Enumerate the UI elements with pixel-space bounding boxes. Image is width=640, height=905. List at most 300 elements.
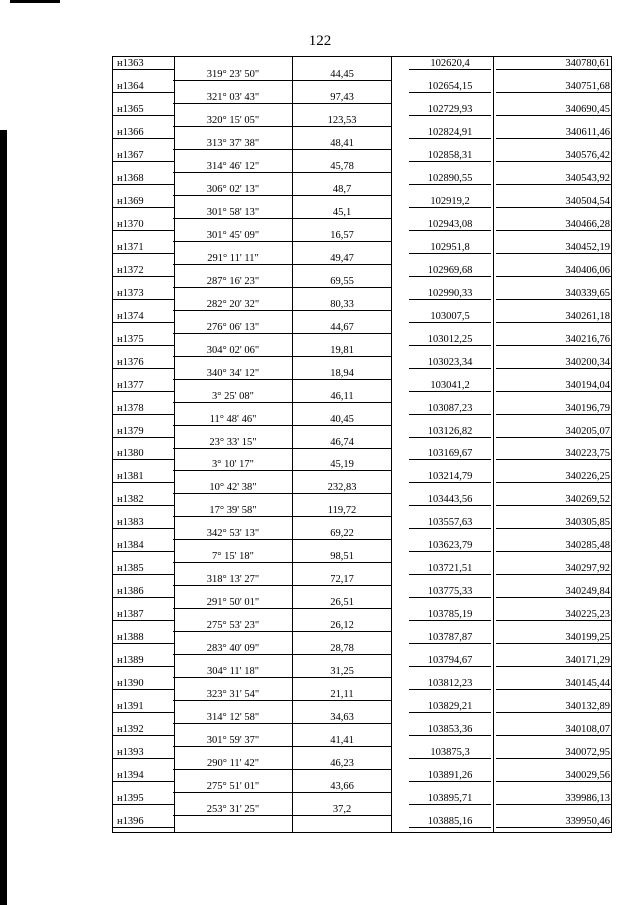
segment-length: 123,53 bbox=[327, 114, 357, 126]
x-coordinate: 103169,67 bbox=[427, 448, 473, 460]
table-row bbox=[113, 769, 611, 792]
point-name: н1379 bbox=[117, 425, 144, 437]
cell-underline bbox=[409, 482, 491, 483]
y-coordinate: 340249,84 bbox=[565, 586, 610, 598]
point-name: н1392 bbox=[117, 724, 144, 736]
direction-angle: 320° 15' 05" bbox=[206, 114, 260, 126]
cell-underline bbox=[496, 92, 611, 93]
cell-underline bbox=[496, 161, 611, 162]
point-name: н1384 bbox=[117, 540, 144, 552]
cell-underline bbox=[113, 230, 174, 231]
y-coordinate: 340029,56 bbox=[565, 770, 610, 782]
segment-length: 46,11 bbox=[330, 390, 354, 402]
y-coordinate: 340611,46 bbox=[565, 126, 610, 138]
x-coordinate: 103829,21 bbox=[427, 701, 473, 713]
direction-angle: 11° 48' 46" bbox=[209, 413, 257, 425]
table-row bbox=[113, 287, 611, 310]
segment-length: 43,66 bbox=[330, 781, 354, 793]
x-coordinate: 102890,55 bbox=[427, 172, 473, 184]
y-coordinate: 340466,28 bbox=[565, 218, 610, 230]
direction-angle: 275° 51' 01" bbox=[206, 781, 260, 793]
segment-length: 80,33 bbox=[330, 298, 354, 310]
y-coordinate: 340406,06 bbox=[565, 264, 610, 276]
point-name: н1367 bbox=[117, 149, 144, 161]
x-coordinate: 103443,56 bbox=[427, 494, 473, 506]
direction-angle: 3° 10' 17" bbox=[212, 459, 254, 471]
x-coordinate: 103023,34 bbox=[427, 356, 473, 368]
point-name: н1395 bbox=[117, 793, 144, 805]
x-coordinate: 102919,2 bbox=[430, 195, 470, 207]
y-coordinate: 340194,04 bbox=[565, 379, 610, 391]
y-coordinate: 340205,07 bbox=[565, 425, 610, 437]
cell-underline bbox=[113, 92, 174, 93]
cell-underline bbox=[409, 391, 491, 392]
cell-underline bbox=[496, 689, 611, 690]
cell-underline bbox=[496, 368, 611, 369]
segment-length: 98,51 bbox=[330, 551, 354, 563]
direction-angle: 304° 11' 18" bbox=[207, 666, 259, 678]
table-row bbox=[113, 80, 611, 103]
cell-underline bbox=[496, 643, 611, 644]
segment-length: 72,17 bbox=[330, 574, 354, 586]
segment-length: 37,2 bbox=[332, 804, 352, 816]
x-coordinate: 102990,33 bbox=[427, 287, 473, 299]
segment-length: 21,11 bbox=[330, 689, 354, 701]
cell-underline bbox=[113, 482, 174, 483]
cell-underline bbox=[113, 184, 174, 185]
segment-length: 44,67 bbox=[330, 321, 354, 333]
cell-underline bbox=[113, 345, 174, 346]
x-coordinate: 103775,33 bbox=[427, 586, 473, 598]
point-name: н1375 bbox=[117, 333, 144, 345]
direction-angle: 3° 25' 08" bbox=[212, 390, 254, 402]
cell-underline bbox=[496, 230, 611, 231]
y-coordinate: 340108,07 bbox=[565, 724, 610, 736]
direction-angle: 283° 40' 09" bbox=[206, 643, 260, 655]
point-name: н1381 bbox=[117, 471, 144, 483]
x-coordinate: 102729,93 bbox=[427, 103, 473, 115]
x-coordinate: 103041,2 bbox=[430, 379, 470, 391]
table-row bbox=[113, 815, 611, 838]
table-row bbox=[113, 585, 611, 608]
cell-underline bbox=[496, 505, 611, 506]
direction-angle: 340° 34' 12" bbox=[206, 367, 260, 379]
corner-scan-mark bbox=[10, 0, 60, 3]
x-coordinate: 103126,82 bbox=[427, 425, 473, 437]
cell-underline bbox=[496, 184, 611, 185]
cell-underline bbox=[496, 345, 611, 346]
segment-length: 40,45 bbox=[330, 413, 354, 425]
cell-underline bbox=[113, 161, 174, 162]
cell-underline bbox=[409, 620, 491, 621]
direction-angle: 314° 12' 58" bbox=[206, 712, 260, 724]
cell-underline bbox=[409, 643, 491, 644]
direction-angle: 342° 53' 13" bbox=[206, 528, 260, 540]
y-coordinate: 339950,46 bbox=[565, 816, 610, 827]
table-row bbox=[113, 608, 611, 631]
cell-underline bbox=[113, 528, 174, 529]
point-name: н1371 bbox=[117, 241, 144, 253]
point-name: н1363 bbox=[117, 58, 144, 69]
table-row bbox=[113, 723, 611, 746]
y-coordinate: 340452,19 bbox=[565, 241, 610, 253]
cell-underline bbox=[409, 758, 491, 759]
direction-angle: 318° 13' 27" bbox=[206, 574, 260, 586]
cell-underline bbox=[113, 758, 174, 759]
table-row bbox=[113, 149, 611, 172]
cell-underline bbox=[409, 712, 491, 713]
direction-angle: 253° 31' 25" bbox=[206, 804, 260, 816]
point-name: н1396 bbox=[117, 816, 144, 827]
table-row bbox=[113, 57, 611, 80]
direction-angle: 275° 53' 23" bbox=[206, 620, 260, 632]
point-name: н1364 bbox=[117, 80, 144, 92]
cell-underline bbox=[113, 620, 174, 621]
x-coordinate: 103885,16 bbox=[427, 816, 473, 827]
x-coordinate: 102620,4 bbox=[430, 58, 470, 69]
segment-length: 119,72 bbox=[327, 505, 357, 517]
point-name: н1369 bbox=[117, 195, 144, 207]
point-name: н1393 bbox=[117, 747, 144, 759]
cell-underline bbox=[409, 597, 491, 598]
point-name: н1387 bbox=[117, 609, 144, 621]
cell-underline bbox=[409, 528, 491, 529]
x-coordinate: 103895,71 bbox=[427, 793, 473, 805]
segment-length: 45,1 bbox=[332, 206, 352, 218]
y-coordinate: 340269,52 bbox=[565, 494, 610, 506]
point-name: н1374 bbox=[117, 310, 144, 322]
cell-underline bbox=[113, 551, 174, 552]
y-coordinate: 340305,85 bbox=[565, 517, 610, 529]
point-name: н1383 bbox=[117, 517, 144, 529]
cell-underline bbox=[496, 827, 611, 828]
y-coordinate: 340297,92 bbox=[565, 563, 610, 575]
cell-underline bbox=[496, 115, 611, 116]
point-name: н1366 bbox=[117, 126, 144, 138]
x-coordinate: 103794,67 bbox=[427, 655, 473, 667]
y-coordinate: 339986,13 bbox=[565, 793, 610, 805]
y-coordinate: 340225,23 bbox=[565, 609, 610, 621]
page-number: 122 bbox=[308, 33, 332, 49]
cell-underline bbox=[496, 781, 611, 782]
cell-underline bbox=[496, 528, 611, 529]
segment-length: 41,41 bbox=[330, 735, 354, 747]
cell-underline bbox=[113, 322, 174, 323]
point-name: н1377 bbox=[117, 379, 144, 391]
cell-underline bbox=[496, 138, 611, 139]
segment-length: 16,57 bbox=[330, 229, 354, 241]
table-row bbox=[113, 700, 611, 723]
table-row bbox=[113, 310, 611, 333]
cell-underline bbox=[409, 459, 491, 460]
cell-underline bbox=[113, 643, 174, 644]
point-name: н1372 bbox=[117, 264, 144, 276]
table-row bbox=[113, 103, 611, 126]
cell-underline bbox=[113, 253, 174, 254]
segment-length: 34,63 bbox=[330, 712, 354, 724]
point-name: н1365 bbox=[117, 103, 144, 115]
cell-underline bbox=[409, 230, 491, 231]
y-coordinate: 340261,18 bbox=[565, 310, 610, 322]
segment-length: 46,23 bbox=[330, 758, 354, 770]
cell-underline bbox=[409, 92, 491, 93]
table-row bbox=[113, 264, 611, 287]
cell-underline bbox=[409, 253, 491, 254]
cell-underline bbox=[113, 115, 174, 116]
point-name: н1388 bbox=[117, 632, 144, 644]
cell-underline bbox=[113, 391, 174, 392]
cell-underline bbox=[496, 391, 611, 392]
x-coordinate: 102943,08 bbox=[427, 218, 473, 230]
segment-length: 48,7 bbox=[332, 183, 352, 195]
x-coordinate: 102951,8 bbox=[430, 241, 470, 253]
table-row bbox=[113, 447, 611, 470]
cell-underline bbox=[113, 459, 174, 460]
cell-underline bbox=[409, 414, 491, 415]
table-row bbox=[113, 539, 611, 562]
y-coordinate: 340196,79 bbox=[565, 402, 610, 414]
cell-underline bbox=[496, 69, 611, 70]
cell-underline bbox=[113, 597, 174, 598]
table-row bbox=[113, 425, 611, 448]
point-name: н1386 bbox=[117, 586, 144, 598]
cell-underline bbox=[113, 781, 174, 782]
segment-length: 26,12 bbox=[330, 620, 354, 632]
direction-angle: 23° 33' 15" bbox=[209, 436, 257, 448]
cell-underline bbox=[409, 505, 491, 506]
cell-underline bbox=[496, 712, 611, 713]
table-row bbox=[113, 631, 611, 654]
segment-length: 69,22 bbox=[330, 528, 354, 540]
y-coordinate: 340199,25 bbox=[565, 632, 610, 644]
table-row bbox=[113, 126, 611, 149]
segment-length: 31,25 bbox=[330, 666, 354, 678]
y-coordinate: 340200,34 bbox=[565, 356, 610, 368]
x-coordinate: 103087,23 bbox=[427, 402, 473, 414]
table-row bbox=[113, 241, 611, 264]
cell-underline bbox=[409, 827, 491, 828]
table-row bbox=[113, 172, 611, 195]
cell-underline bbox=[409, 781, 491, 782]
cell-underline bbox=[409, 276, 491, 277]
x-coordinate: 103875,3 bbox=[430, 747, 470, 759]
cell-underline bbox=[496, 758, 611, 759]
cell-underline bbox=[409, 666, 491, 667]
segment-length: 48,41 bbox=[330, 137, 354, 149]
cell-underline bbox=[113, 735, 174, 736]
segment-length: 97,43 bbox=[330, 91, 354, 103]
y-coordinate: 340504,54 bbox=[565, 195, 610, 207]
table-row bbox=[113, 562, 611, 585]
table-row bbox=[113, 402, 611, 425]
x-coordinate: 103557,63 bbox=[427, 517, 473, 529]
cell-underline bbox=[409, 299, 491, 300]
x-coordinate: 103853,36 bbox=[427, 724, 473, 736]
table-row bbox=[113, 516, 611, 539]
direction-angle: 323° 31' 54" bbox=[206, 689, 260, 701]
segment-length: 44,45 bbox=[330, 69, 354, 80]
cell-underline bbox=[113, 505, 174, 506]
y-coordinate: 340576,42 bbox=[565, 149, 610, 161]
cell-underline bbox=[113, 138, 174, 139]
cell-underline bbox=[496, 482, 611, 483]
x-coordinate: 103787,87 bbox=[427, 632, 473, 644]
y-coordinate: 340690,45 bbox=[565, 103, 610, 115]
cell-underline bbox=[409, 804, 491, 805]
y-coordinate: 340285,48 bbox=[565, 540, 610, 552]
table-row bbox=[113, 470, 611, 493]
cell-underline bbox=[113, 207, 174, 208]
y-coordinate: 340751,68 bbox=[565, 80, 610, 92]
point-name: н1376 bbox=[117, 356, 144, 368]
table-row bbox=[113, 218, 611, 241]
cell-underline bbox=[113, 827, 174, 828]
y-coordinate: 340543,92 bbox=[565, 172, 610, 184]
point-name: н1391 bbox=[117, 701, 144, 713]
x-coordinate: 102824,91 bbox=[427, 126, 473, 138]
x-coordinate: 103721,51 bbox=[427, 563, 473, 575]
cell-underline bbox=[113, 276, 174, 277]
point-name: н1390 bbox=[117, 678, 144, 690]
cell-underline bbox=[409, 207, 491, 208]
x-coordinate: 102858,31 bbox=[427, 149, 473, 161]
cell-underline bbox=[409, 345, 491, 346]
cell-underline bbox=[496, 299, 611, 300]
x-coordinate: 103891,26 bbox=[427, 770, 473, 782]
cell-underline bbox=[113, 414, 174, 415]
cell-underline bbox=[113, 689, 174, 690]
point-name: н1378 bbox=[117, 402, 144, 414]
cell-underline bbox=[496, 276, 611, 277]
direction-angle: 319° 23' 50" bbox=[206, 69, 260, 80]
x-coordinate: 103623,79 bbox=[427, 540, 473, 552]
cell-underline bbox=[113, 437, 174, 438]
cell-underline bbox=[496, 804, 611, 805]
y-coordinate: 340072,95 bbox=[565, 747, 610, 759]
segment-length: 18,94 bbox=[330, 367, 354, 379]
cell-underline bbox=[409, 368, 491, 369]
table-row bbox=[113, 677, 611, 700]
x-coordinate: 102969,68 bbox=[427, 264, 473, 276]
point-name: н1373 bbox=[117, 287, 144, 299]
direction-angle: 10° 42' 38" bbox=[209, 482, 257, 494]
cell-underline bbox=[496, 437, 611, 438]
direction-angle: 304° 02' 06" bbox=[206, 344, 260, 356]
direction-angle: 306° 02' 13" bbox=[206, 183, 260, 195]
cell-underline bbox=[409, 322, 491, 323]
cell-underline bbox=[496, 551, 611, 552]
segment-length: 69,55 bbox=[330, 275, 354, 287]
cell-underline bbox=[496, 574, 611, 575]
direction-angle: 291° 50' 01" bbox=[206, 597, 260, 609]
cell-underline bbox=[409, 115, 491, 116]
point-name: н1382 bbox=[117, 494, 144, 506]
cell-underline bbox=[496, 207, 611, 208]
x-coordinate: 103007,5 bbox=[430, 310, 470, 322]
segment-length: 232,83 bbox=[327, 482, 357, 494]
direction-angle: 301° 58' 13" bbox=[206, 206, 260, 218]
y-coordinate: 340226,25 bbox=[565, 471, 610, 483]
cell-underline bbox=[409, 735, 491, 736]
cell-underline bbox=[409, 161, 491, 162]
y-coordinate: 340780,61 bbox=[565, 58, 610, 69]
direction-angle: 276° 06' 13" bbox=[206, 321, 260, 333]
segment-length: 49,47 bbox=[330, 252, 354, 264]
cell-underline bbox=[496, 322, 611, 323]
direction-angle: 290° 11' 42" bbox=[207, 758, 259, 770]
y-coordinate: 340132,89 bbox=[565, 701, 610, 713]
cell-underline bbox=[496, 414, 611, 415]
cell-underline bbox=[409, 184, 491, 185]
direction-angle: 314° 46' 12" bbox=[206, 160, 260, 172]
y-coordinate: 340216,76 bbox=[565, 333, 610, 345]
direction-angle: 282° 20' 32" bbox=[206, 298, 260, 310]
coordinates-table bbox=[112, 56, 612, 833]
segment-length: 45,78 bbox=[330, 160, 354, 172]
y-coordinate: 340339,65 bbox=[565, 287, 610, 299]
cell-underline bbox=[496, 620, 611, 621]
table-row bbox=[113, 356, 611, 379]
segment-length: 19,81 bbox=[330, 344, 354, 356]
cell-underline bbox=[496, 735, 611, 736]
segment-length: 26,51 bbox=[330, 597, 354, 609]
table-row bbox=[113, 746, 611, 769]
y-coordinate: 340145,44 bbox=[565, 678, 610, 690]
direction-angle: 7° 15' 18" bbox=[212, 551, 254, 563]
segment-length: 46,74 bbox=[330, 436, 354, 448]
cell-underline bbox=[496, 459, 611, 460]
segment-length: 45,19 bbox=[330, 459, 354, 471]
table-row bbox=[113, 493, 611, 516]
direction-angle: 291° 11' 11" bbox=[207, 252, 259, 264]
cell-underline bbox=[409, 138, 491, 139]
cell-underline bbox=[113, 69, 174, 70]
direction-angle: 17° 39' 58" bbox=[209, 505, 257, 517]
point-name: н1389 bbox=[117, 655, 144, 667]
direction-angle: 287° 16' 23" bbox=[206, 275, 260, 287]
table-row bbox=[113, 654, 611, 677]
cell-underline bbox=[113, 804, 174, 805]
cell-underline bbox=[113, 299, 174, 300]
direction-angle: 321° 03' 43" bbox=[206, 91, 260, 103]
cell-underline bbox=[113, 712, 174, 713]
cell-underline bbox=[496, 253, 611, 254]
cell-underline bbox=[409, 574, 491, 575]
y-coordinate: 340223,75 bbox=[565, 448, 610, 460]
point-name: н1368 bbox=[117, 172, 144, 184]
x-coordinate: 103812,23 bbox=[427, 678, 473, 690]
x-coordinate: 103785,19 bbox=[427, 609, 473, 621]
table-row bbox=[113, 379, 611, 402]
point-name: н1385 bbox=[117, 563, 144, 575]
direction-angle: 301° 45' 09" bbox=[206, 229, 260, 241]
cell-underline bbox=[496, 666, 611, 667]
x-coordinate: 102654,15 bbox=[427, 80, 473, 92]
direction-angle: 301° 59' 37" bbox=[206, 735, 260, 747]
cell-underline bbox=[496, 597, 611, 598]
point-name: н1380 bbox=[117, 448, 144, 460]
y-coordinate: 340171,29 bbox=[565, 655, 610, 667]
scan-edge-bar bbox=[0, 130, 7, 905]
x-coordinate: 103214,79 bbox=[427, 471, 473, 483]
cell-underline bbox=[113, 368, 174, 369]
cell-underline bbox=[113, 666, 174, 667]
point-name: н1394 bbox=[117, 770, 144, 782]
cell-underline bbox=[409, 689, 491, 690]
segment-length: 28,78 bbox=[330, 643, 354, 655]
direction-angle: 313° 37' 38" bbox=[206, 137, 260, 149]
cell-underline bbox=[409, 551, 491, 552]
